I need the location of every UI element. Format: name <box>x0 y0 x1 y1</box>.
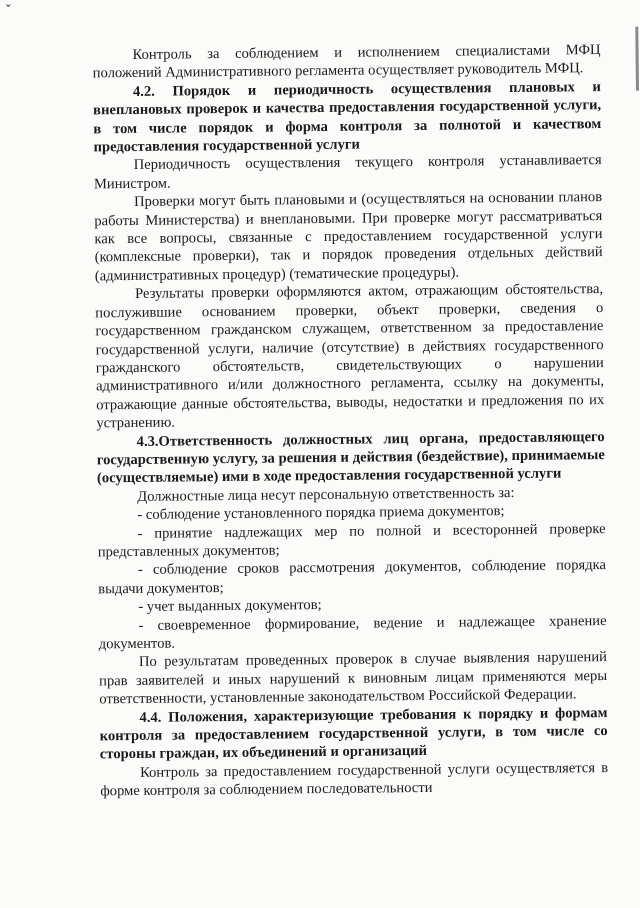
paragraph-results: Результаты проверки оформляются актом, отражающим обстоятельства, послужившие основанием проверки, объект проверки, сведения о государственном гражданском служащем, ответственном за предоставление государственной услуги, наличие (отсутствие) в действиях государственного гражданского обстоятельств, свидетельствующих о нарушении административного и/или должностного регламента, ссылку на документы, отражающие данные обстоятельства, выводы, недостатки и предложения по их устранению. <box>95 281 605 432</box>
paragraph-control-form: Контроль за предоставлением государственной услуги осуществляется в форме контроля за соблюдением последовательности <box>100 759 609 800</box>
paragraph-periodicity: Периодичность осуществления текущего контроля устанавливается Министром. <box>93 152 602 193</box>
list-item: - учет выданных документов; <box>138 597 322 616</box>
paragraph-violations: По результатам проведенных проверок в случае выявления нарушений прав заявителей и иных нарушений к виновным лицам применяются меры ответственности, установленные законодательством Российской Федерации. <box>99 649 608 708</box>
list-item: - принятие надлежащих мер по полной и всесторонней проверке представленных документов; <box>97 520 606 561</box>
paragraph-inspections: Проверки могут быть плановыми и (осуществляться на основании планов работы Министерства) и внеплановыми. При проверке могут рассматриваться как все вопросы, связанные с предоставлением государственной услуги (комплексные проверки), так и порядок проведения отдельных действий (административных процедур) (тематические процедуры). <box>94 189 603 285</box>
scan-corner-mark: ˇ <box>6 3 11 19</box>
list-item: - соблюдение сроков рассмотрения документов, соблюдение порядка выдачи документов; <box>98 557 607 598</box>
paragraph-responsibility: Должностные лица несут персональную ответственность за: <box>137 484 515 505</box>
heading-4-3: 4.3.Ответственность должностных лиц органа, предоставляющего государственную услугу, за решения и действия (бездействие), принимаемые (осуществляемые) ими в ходе предоставления государственной услуги <box>96 428 605 487</box>
heading-4-4: 4.4. Положения, характеризующие требования к порядку и формам контроля за предоставлением государственной услуги, в том числе со стороны граждан, их объединений и организаций <box>99 704 608 763</box>
paragraph-mfc-control: Контроль за соблюдением и исполнением специалистами МФЦ положений Административного регламента осуществляет руководитель МФЦ. <box>92 42 601 82</box>
scan-edge-mark <box>635 27 639 91</box>
heading-4-2: 4.2. Порядок и периодичность осуществления плановых и внеплановых проверок и качества предоставления государственной услуги, в том числе порядок и форма контроля за полнотой и качеством предоставления государственной услуги <box>93 78 602 156</box>
list-item: - своевременное формирование, ведение и надлежащее хранение документов. <box>98 612 607 653</box>
list-item: - соблюдение установленного порядка приема документов; <box>137 503 505 524</box>
